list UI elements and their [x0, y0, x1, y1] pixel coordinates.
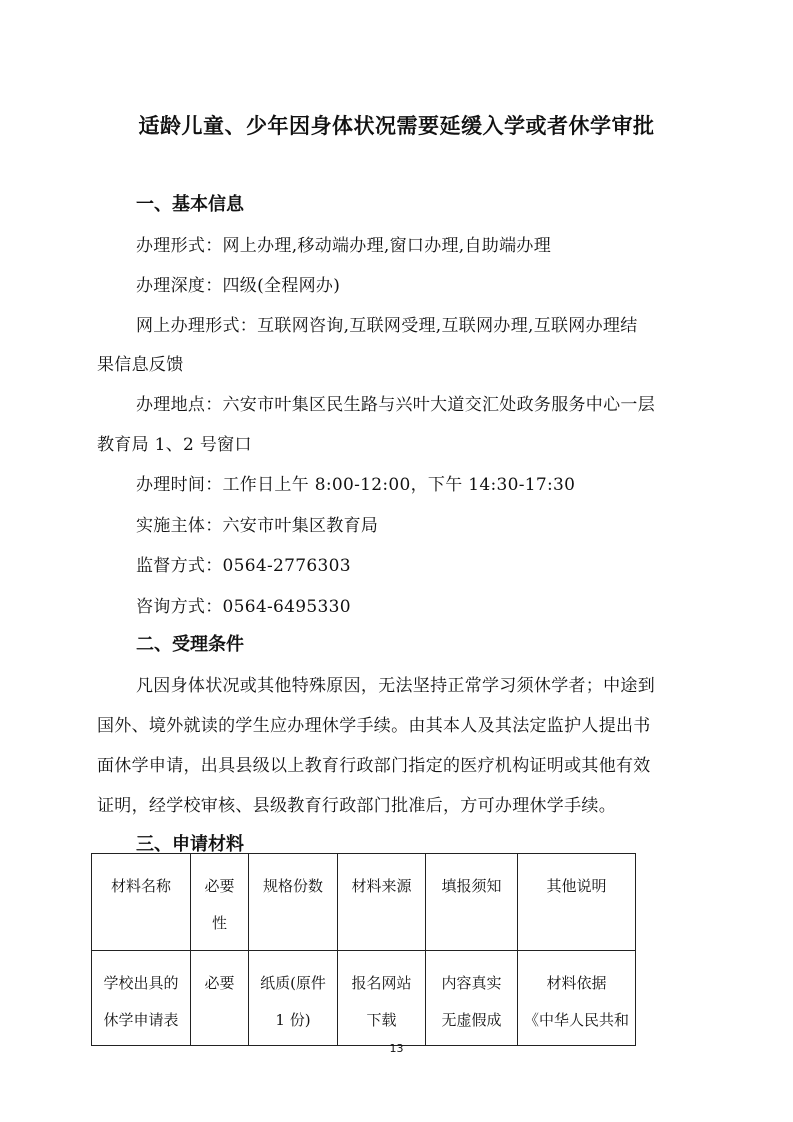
materials-table: [91, 853, 636, 1046]
handling-location: 办理地点：六安市叶集区民生路与兴叶大道交汇处政务服务中心一层: [136, 395, 655, 415]
handling-location-cont: 教育局 1、2 号窗口: [97, 435, 252, 455]
acceptance-text-line: 国外、境外就读的学生应办理休学手续。由其本人及其法定监护人提出书: [97, 716, 651, 736]
consultation-contact: 咨询方式：0564-6495330: [136, 597, 351, 617]
online-handling-forms-cont: 果信息反馈: [97, 355, 184, 375]
cell-other-notes: 材料依据 《中华人民共和: [518, 951, 636, 1046]
section-heading-acceptance: 二、受理条件: [136, 634, 244, 655]
page-number: 13: [389, 1042, 404, 1055]
header-filling-notes: 填报须知: [426, 854, 518, 951]
handling-hours: 办理时间：工作日上午 8:00-12:00，下午 14:30-17:30: [136, 475, 576, 495]
online-handling-forms: 网上办理形式：互联网咨询,互联网受理,互联网办理,互联网办理结: [136, 316, 638, 336]
header-material-source: 材料来源: [338, 854, 426, 951]
implementing-agency: 实施主体：六安市叶集区教育局: [136, 516, 379, 536]
handling-depth: 办理深度：四级(全程网办): [136, 276, 341, 296]
table-row: [92, 951, 636, 1046]
header-other-notes: 其他说明: [518, 854, 636, 951]
acceptance-text-line: 凡因身体状况或其他特殊原因，无法坚持正常学习须休学者；中途到: [136, 676, 655, 696]
section-heading-materials: 三、申请材料: [136, 834, 244, 855]
document-title: 适龄儿童、少年因身体状况需要延缓入学或者休学审批: [138, 114, 655, 138]
section-heading-basic-info: 一、基本信息: [136, 194, 244, 215]
table-header-row: [92, 854, 636, 951]
cell-material-name: 学校出具的 休学申请表: [92, 951, 191, 1046]
header-necessity: 必要 性: [191, 854, 249, 951]
handling-forms: 办理形式：网上办理,移动端办理,窗口办理,自助端办理: [136, 236, 552, 256]
cell-necessity: 必要: [191, 951, 249, 1046]
cell-filling-notes: 内容真实 无虚假成: [426, 951, 518, 1046]
supervision-contact: 监督方式：0564-2776303: [136, 556, 351, 576]
acceptance-text-line: 面休学申请，出具县级以上教育行政部门指定的医疗机构证明或其他有效: [97, 756, 651, 776]
cell-material-source: 报名网站 下载: [338, 951, 426, 1046]
header-spec-copies: 规格份数: [249, 854, 338, 951]
acceptance-text-line: 证明，经学校审核、县级教育行政部门批准后，方可办理休学手续。: [97, 796, 616, 816]
header-material-name: 材料名称: [92, 854, 191, 951]
cell-spec-copies: 纸质(原件 1 份): [249, 951, 338, 1046]
